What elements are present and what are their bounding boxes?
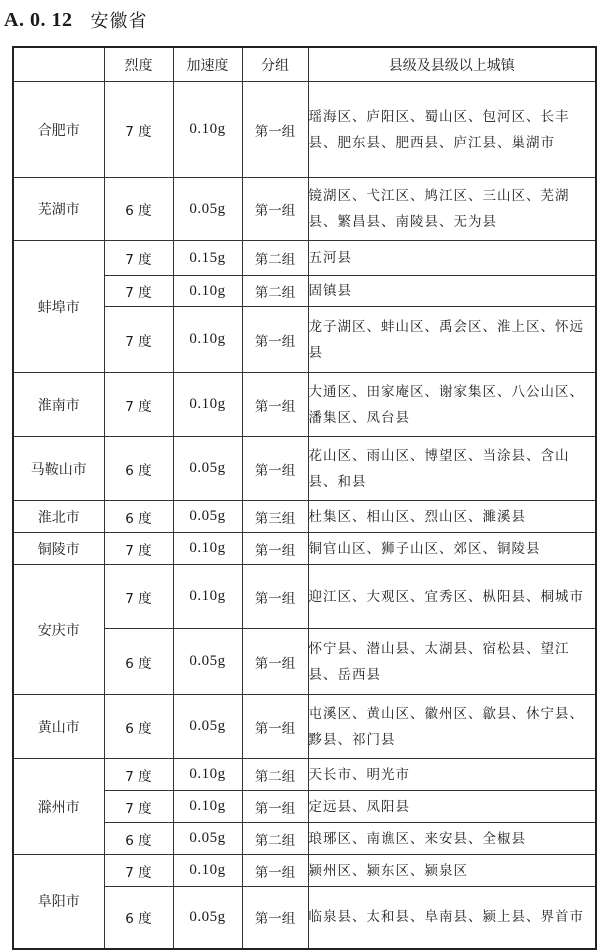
acceleration-cell: 0.10g <box>173 791 242 823</box>
acceleration-cell: 0.05g <box>173 823 242 855</box>
group-cell: 第二组 <box>242 241 308 276</box>
acceleration-cell: 0.10g <box>173 82 242 178</box>
header-counties: 县级及县级以上城镇 <box>308 47 596 82</box>
city-name: 滁州市 <box>13 759 104 855</box>
group-cell: 第二组 <box>242 276 308 307</box>
table-body <box>13 82 596 949</box>
acceleration-cell: 0.05g <box>173 501 242 533</box>
city-name: 安庆市 <box>13 565 104 695</box>
province-name: 安徽省 <box>90 11 148 32</box>
acceleration-cell: 0.10g <box>173 307 242 373</box>
table-row <box>13 373 596 437</box>
city-name: 合肥市 <box>13 82 104 178</box>
group-cell: 第二组 <box>242 823 308 855</box>
counties-cell: 固镇县 <box>308 276 596 307</box>
intensity-cell: 7 度 <box>104 82 173 178</box>
intensity-cell: 6 度 <box>104 887 173 949</box>
counties-cell: 杜集区、相山区、烈山区、濉溪县 <box>308 501 596 533</box>
acceleration-cell: 0.05g <box>173 178 242 241</box>
counties-cell: 瑶海区、庐阳区、蜀山区、包河区、长丰县、肥东县、肥西县、庐江县、巢湖市 <box>308 82 596 178</box>
counties-cell: 铜官山区、狮子山区、郊区、铜陵县 <box>308 533 596 565</box>
table-row <box>13 437 596 501</box>
counties-cell: 琅琊区、南谯区、来安县、全椒县 <box>308 823 596 855</box>
intensity-cell: 7 度 <box>104 241 173 276</box>
acceleration-cell: 0.10g <box>173 533 242 565</box>
table-row <box>13 501 596 533</box>
header-intensity: 烈度 <box>104 47 173 82</box>
group-cell: 第一组 <box>242 791 308 823</box>
acceleration-cell: 0.05g <box>173 629 242 695</box>
intensity-cell: 7 度 <box>104 533 173 565</box>
counties-cell: 五河县 <box>308 241 596 276</box>
header-acceleration: 加速度 <box>173 47 242 82</box>
counties-cell: 怀宁县、潜山县、太湖县、宿松县、望江县、岳西县 <box>308 629 596 695</box>
intensity-cell: 6 度 <box>104 501 173 533</box>
intensity-cell: 6 度 <box>104 823 173 855</box>
acceleration-cell: 0.05g <box>173 437 242 501</box>
acceleration-cell: 0.10g <box>173 373 242 437</box>
city-name: 淮南市 <box>13 373 104 437</box>
intensity-cell: 7 度 <box>104 855 173 887</box>
intensity-cell: 7 度 <box>104 373 173 437</box>
city-name: 铜陵市 <box>13 533 104 565</box>
header-city <box>13 47 104 82</box>
table-row <box>13 565 596 629</box>
counties-cell: 迎江区、大观区、宜秀区、枞阳县、桐城市 <box>308 565 596 629</box>
acceleration-cell: 0.10g <box>173 855 242 887</box>
section-heading <box>4 5 147 35</box>
city-name: 马鞍山市 <box>13 437 104 501</box>
counties-cell: 颍州区、颍东区、颍泉区 <box>308 855 596 887</box>
intensity-cell: 6 度 <box>104 437 173 501</box>
group-cell: 第一组 <box>242 437 308 501</box>
intensity-cell: 7 度 <box>104 791 173 823</box>
acceleration-cell: 0.05g <box>173 695 242 759</box>
counties-cell: 镜湖区、弋江区、鸠江区、三山区、芜湖县、繁昌县、南陵县、无为县 <box>308 178 596 241</box>
intensity-cell: 6 度 <box>104 695 173 759</box>
acceleration-cell: 0.05g <box>173 887 242 949</box>
intensity-cell: 7 度 <box>104 759 173 791</box>
group-cell: 第一组 <box>242 178 308 241</box>
counties-cell: 天长市、明光市 <box>308 759 596 791</box>
group-cell: 第一组 <box>242 629 308 695</box>
intensity-cell: 6 度 <box>104 629 173 695</box>
counties-cell: 屯溪区、黄山区、徽州区、歙县、休宁县、黟县、祁门县 <box>308 695 596 759</box>
section-code: A. 0. 12 <box>4 8 73 31</box>
acceleration-cell: 0.10g <box>173 759 242 791</box>
intensity-cell: 7 度 <box>104 276 173 307</box>
group-cell: 第一组 <box>242 373 308 437</box>
seismic-zoning-table <box>12 46 597 950</box>
group-cell: 第一组 <box>242 887 308 949</box>
group-cell: 第一组 <box>242 695 308 759</box>
acceleration-cell: 0.15g <box>173 241 242 276</box>
counties-cell: 龙子湖区、蚌山区、禹会区、淮上区、怀远县 <box>308 307 596 373</box>
acceleration-cell: 0.10g <box>173 565 242 629</box>
counties-cell: 定远县、凤阳县 <box>308 791 596 823</box>
table-header-row <box>13 47 596 82</box>
intensity-cell: 6 度 <box>104 178 173 241</box>
counties-cell: 花山区、雨山区、博望区、当涂县、含山县、和县 <box>308 437 596 501</box>
table-row <box>13 178 596 241</box>
table-row <box>13 533 596 565</box>
city-name: 芜湖市 <box>13 178 104 241</box>
group-cell: 第一组 <box>242 855 308 887</box>
table-row <box>13 82 596 178</box>
table-row <box>13 241 596 276</box>
counties-cell: 大通区、田家庵区、谢家集区、八公山区、潘集区、凤台县 <box>308 373 596 437</box>
group-cell: 第一组 <box>242 307 308 373</box>
group-cell: 第一组 <box>242 565 308 629</box>
group-cell: 第一组 <box>242 82 308 178</box>
acceleration-cell: 0.10g <box>173 276 242 307</box>
city-name: 蚌埠市 <box>13 241 104 373</box>
header-group: 分组 <box>242 47 308 82</box>
intensity-cell: 7 度 <box>104 565 173 629</box>
table-row <box>13 855 596 887</box>
group-cell: 第一组 <box>242 533 308 565</box>
group-cell: 第二组 <box>242 759 308 791</box>
table-row <box>13 759 596 791</box>
city-name: 黄山市 <box>13 695 104 759</box>
counties-cell: 临泉县、太和县、阜南县、颍上县、界首市 <box>308 887 596 949</box>
city-name: 淮北市 <box>13 501 104 533</box>
intensity-cell: 7 度 <box>104 307 173 373</box>
city-name: 阜阳市 <box>13 855 104 949</box>
group-cell: 第三组 <box>242 501 308 533</box>
table-row <box>13 695 596 759</box>
